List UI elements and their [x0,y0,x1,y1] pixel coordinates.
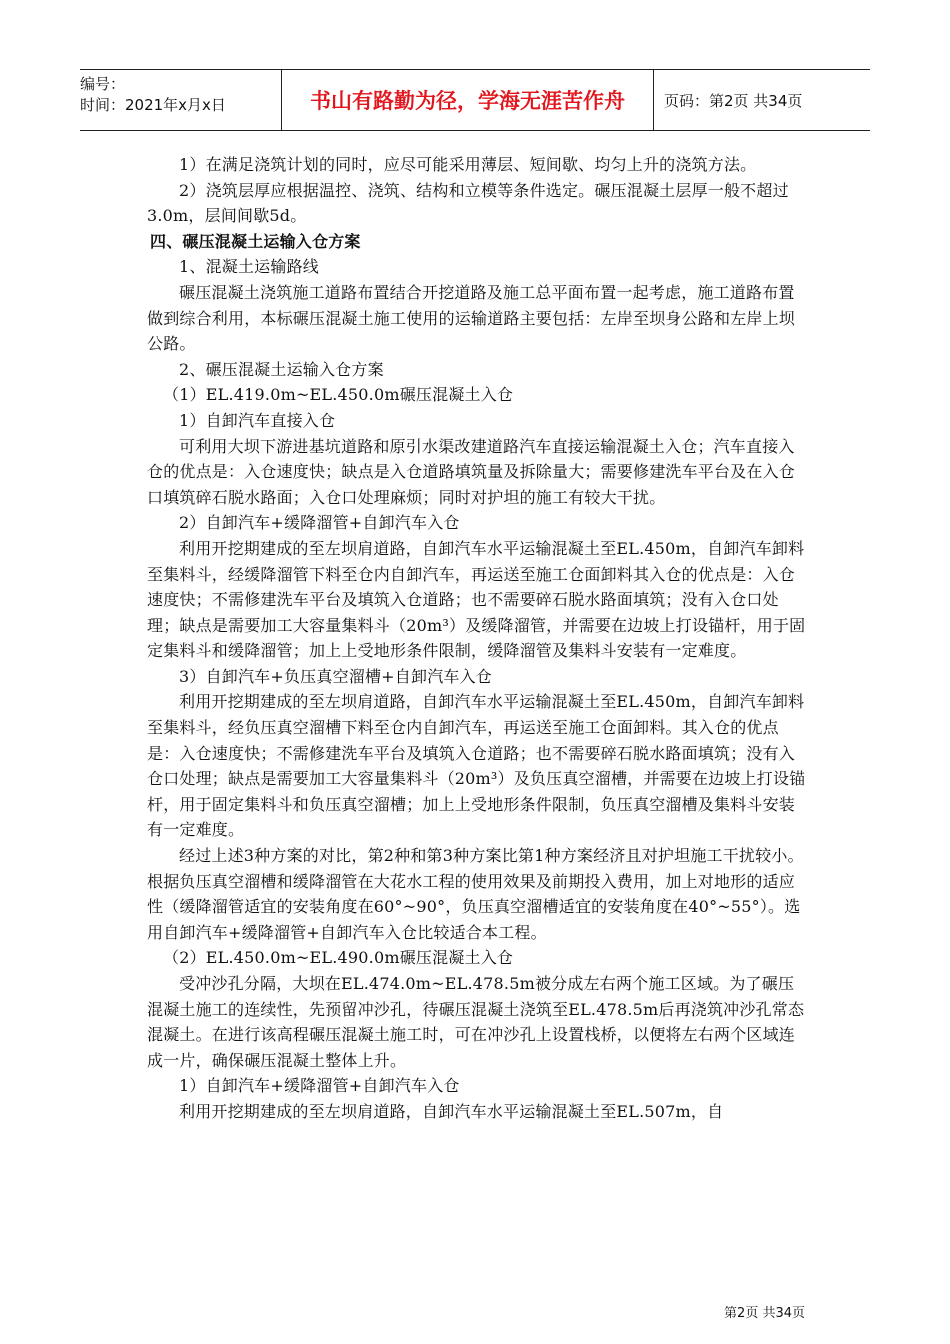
paragraph: 1）自卸汽车直接入仓 [179,410,336,430]
paragraph: 碾压混凝土浇筑施工道路布置结合开挖道路及施工总平面布置一起考虑，施工道路布置做到综合利用，本标碾压混凝土施工使用的运输道路主要包括：左岸至坝身公路和左岸上坝公路。 [147,282,796,354]
section-heading: 四、碾压混凝土运输入仓方案 [150,231,361,251]
paragraph: （2）EL.450.0m~EL.490.0m碾压混凝土入仓 [163,948,514,968]
paragraph: 受冲沙孔分隔，大坝在EL.474.0m~EL.478.5m被分成左右两个施工区域。为了碾压混凝土施工的连续性，先预留冲沙孔，待碾压混凝土浇筑至EL.478.5m后再浇筑冲沙孔常态混凝土。在进行该高程碾压混凝土施工时，可在冲沙孔上设置栈桥，以便将左右两个区域连成一片，确保碾压混凝土整体上升。 [147,974,805,1070]
number-label: 编号： [80,75,126,93]
header-page-label: 页码：第2页 共34页 [664,91,803,110]
paragraph: 利用开挖期建成的至左坝肩道路，自卸汽车水平运输混凝土至EL.507m，自 [179,1101,724,1121]
time-label: 时间：2021年x月x日 [80,96,226,114]
paragraph: （1）EL.419.0m~EL.450.0m碾压混凝土入仓 [163,385,514,405]
paragraph: 2、碾压混凝土运输入仓方案 [179,359,384,379]
paragraph: 1、混凝土运输路线 [179,257,319,277]
page-footer: 第2页 共34页 [724,1306,805,1321]
paragraph: 2）自卸汽车+缓降溜管+自卸汽车入仓 [179,513,460,533]
page-header [80,69,870,131]
paragraph: 经过上述3种方案的对比，第2种和第3种方案比第1种方案经济且对护坦施工干扰较小。根据负压真空溜槽和缓降溜管在大花水工程的使用效果及前期投入费用，加上对地形的适应性（缓降溜管适宜的安装角度在60°~90°，负压真空溜槽适宜的安装角度在40°~55°）。选用自卸汽车+缓降溜管+自卸汽车入仓比较适合本工程。 [147,846,804,942]
paragraph: 利用开挖期建成的至左坝肩道路，自卸汽车水平运输混凝土至EL.450m，自卸汽车卸料至集料斗，经负压真空溜槽下料至仓内自卸汽车，再运送至施工仓面卸料。其入仓的优点是：入仓速度快；不需修建洗车平台及填筑入仓道路；也不需要碎石脱水路面填筑；没有入仓口处理；缺点是需要加工大容量集料斗（20m³）及负压真空溜槽，并需要在边坡上打设锚杆，用于固定集料斗和负压真空溜槽；加上上受地形条件限制，负压真空溜槽及集料斗安装有一定难度。 [147,692,806,840]
paragraph: 1）自卸汽车+缓降溜管+自卸汽车入仓 [179,1076,460,1096]
header-motto: 书山有路勤为径，学海无涯苦作舟 [282,70,654,130]
paragraph: 1）在满足浇筑计划的同时，应尽可能采用薄层、短间歇、均匀上升的浇筑方法。 [179,155,757,174]
paragraph: 3）自卸汽车+负压真空溜槽+自卸汽车入仓 [179,666,492,686]
paragraph: 2）浇筑层厚应根据温控、浇筑、结构和立模等条件选定。碾压混凝土层厚一般不超过3.0m，层间间歇5d。 [147,180,789,226]
header-meta [80,70,282,130]
paragraph: 利用开挖期建成的至左坝肩道路，自卸汽车水平运输混凝土至EL.450m，自卸汽车卸料至集料斗，经缓降溜管下料至仓内自卸汽车，再运送至施工仓面卸料其入仓的优点是：入仓速度快；不需修建洗车平台及填筑入仓道路；也不需要碎石脱水路面填筑；没有入仓口处理；缺点是需要加工大容量集料斗（20m³）及缓降溜管，并需要在边坡上打设锚杆，用于固定集料斗和缓降溜管；加上上受地形条件限制，缓降溜管及集料斗安装有一定难度。 [147,538,806,661]
document-body [147,152,807,1125]
paragraph: 可利用大坝下游进基坑道路和原引水渠改建道路汽车直接运输混凝土入仓；汽车直接入仓的优点是：入仓速度快；缺点是入仓道路填筑量及拆除量大；需要修建洗车平台及在入仓口填筑碎石脱水路面；入仓口处理麻烦；同时对护坦的施工有较大干扰。 [147,436,796,507]
